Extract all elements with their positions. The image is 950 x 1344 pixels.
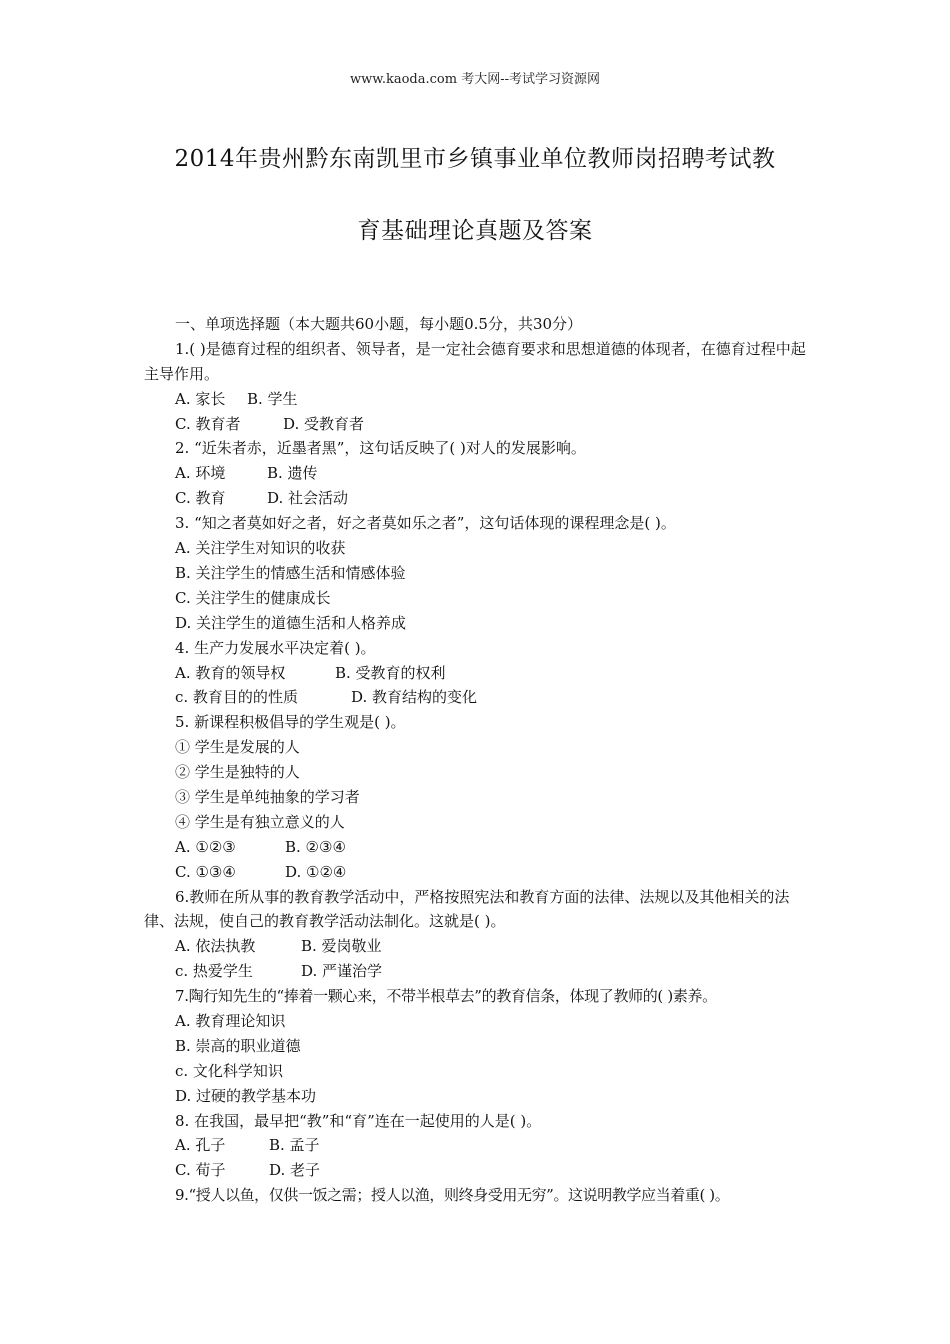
option: A. 环境 — [175, 464, 226, 483]
question-2-stem: 2. “近朱者赤，近墨者黑”，这句话反映了( )对人的发展影响。 — [175, 439, 586, 458]
option: c. 热爱学生 — [175, 962, 253, 981]
question-9-stem: 9.“授人以鱼，仅供一饭之需；授人以渔，则终身受用无穷”。这说明教学应当着重( )。 — [175, 1186, 730, 1205]
option: C. ①③④ — [175, 862, 236, 881]
option: D. 过硬的教学基本功 — [175, 1086, 317, 1105]
option: D. 受教育者 — [283, 414, 365, 433]
question-5-options-row — [144, 860, 816, 885]
question-2-options-row — [144, 486, 816, 511]
option: C. 教育 — [175, 489, 226, 508]
option: A. 家长 — [175, 389, 226, 408]
question-3-stem: 3. “知之者莫如好之者，好之者莫如乐之者”，这句话体现的课程理念是( )。 — [175, 514, 676, 533]
option: A. 孔子 — [175, 1136, 226, 1155]
option: C. 荀子 — [175, 1161, 226, 1180]
option: D. 严谨治学 — [301, 962, 383, 981]
section-heading: 一、单项选择题（本大题共60小题，每小题0.5分，共30分） — [175, 315, 583, 333]
question-1-stem: 1.( )是德育过程的组织者、领导者，是一定社会德育要求和思想道德的体现者，在德育过程中起主导作用。 — [144, 339, 806, 383]
option: D. 教育结构的变化 — [351, 688, 478, 707]
question-8-options-row — [144, 1133, 816, 1158]
option: B. 遗传 — [267, 464, 318, 483]
option: D. 关注学生的道德生活和人格养成 — [175, 613, 407, 632]
question-5-options-row — [144, 835, 816, 860]
option: D. 老子 — [269, 1161, 321, 1180]
option: C. 关注学生的健康成长 — [175, 588, 331, 607]
option: c. 教育目的的性质 — [175, 688, 298, 707]
statement-item: ② 学生是独特的人 — [175, 763, 300, 782]
question-2-options-row — [144, 461, 816, 486]
exam-content — [144, 312, 816, 1208]
option: A. 教育理论知识 — [175, 1012, 286, 1030]
option: D. ①②④ — [285, 862, 347, 881]
statement-item: ③ 学生是单纯抽象的学习者 — [175, 787, 360, 806]
option: B. 爱岗敬业 — [301, 937, 382, 956]
question-4-stem: 4. 生产力发展水平决定着( )。 — [175, 638, 376, 657]
option: B. 受教育的权利 — [335, 663, 446, 682]
question-1-options-row — [144, 412, 816, 437]
option: B. 关注学生的情感生活和情感体验 — [175, 563, 406, 582]
option: A. 依法执教 — [175, 937, 256, 956]
statement-item: ④ 学生是有独立意义的人 — [175, 812, 345, 831]
question-1-options-row — [144, 387, 816, 412]
question-6-stem: 6.教师在所从事的教育教学活动中，严格按照宪法和教育方面的法律、法规以及其他相关的法律、法规，使自己的教育教学活动法制化。这就是( )。 — [144, 887, 790, 931]
question-8-stem: 8. 在我国，最早把“教”和“育”连在一起使用的人是( )。 — [175, 1111, 542, 1130]
option: A. 关注学生对知识的收获 — [175, 539, 346, 558]
question-4-options-row — [144, 685, 816, 710]
question-5-stem: 5. 新课程积极倡导的学生观是( )。 — [175, 713, 406, 732]
site-header: www.kaoda.com 考大网--考试学习资源网 — [350, 72, 600, 87]
option: A. 教育的领导权 — [175, 663, 286, 682]
option: A. ①②③ — [175, 837, 236, 856]
option: B. 孟子 — [269, 1136, 320, 1155]
question-8-options-row — [144, 1158, 816, 1183]
statement-item: ① 学生是发展的人 — [175, 738, 300, 757]
option: c. 文化科学知识 — [175, 1061, 283, 1080]
question-4-options-row — [144, 661, 816, 686]
option: B. 崇高的职业道德 — [175, 1036, 301, 1055]
page-title-line-2: 育基础理论真题及答案 — [357, 218, 593, 244]
question-6-options-row — [144, 934, 816, 959]
option: B. ②③④ — [285, 837, 346, 856]
option: D. 社会活动 — [267, 489, 349, 508]
option: B. 学生 — [247, 389, 298, 408]
page-title-line-1: 2014年贵州黔东南凯里市乡镇事业单位教师岗招聘考试教 — [174, 146, 776, 172]
question-7-stem: 7.陶行知先生的“捧着一颗心来，不带半根草去”的教育信条，体现了教师的( )素养。 — [175, 987, 717, 1006]
option: C. 教育者 — [175, 414, 241, 433]
question-6-options-row — [144, 959, 816, 984]
